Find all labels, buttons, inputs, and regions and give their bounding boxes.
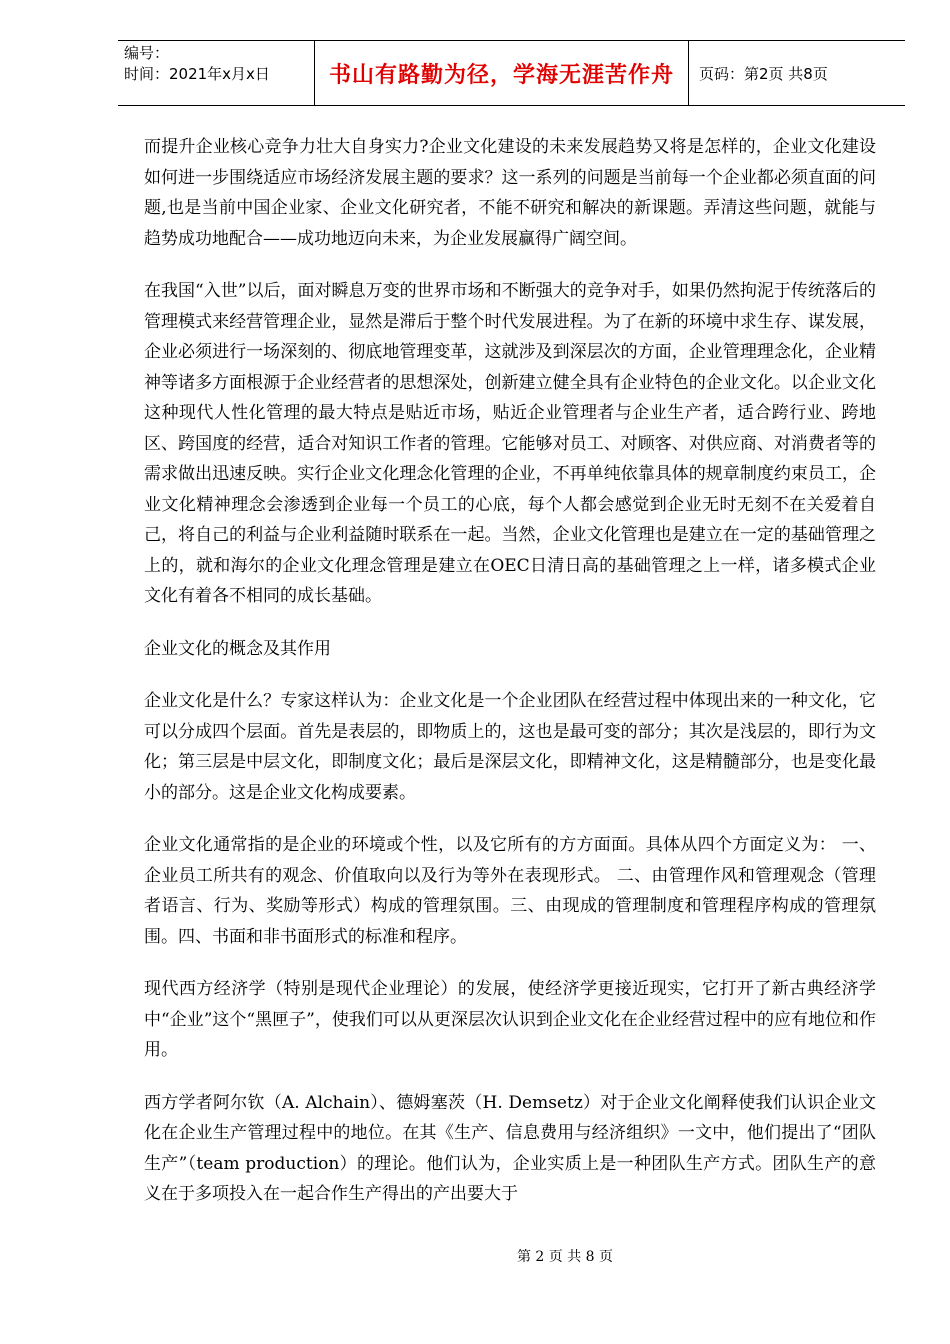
paragraph-1: 而提升企业核心竞争力壮大自身实力?企业文化建设的未来发展趋势又将是怎样的，企业文化建设如何进一步围绕适应市场经济发展主题的要求？这一系列的问题是当前每一个企业都必须直面的问题,也是当前中国企业家、企业文化研究者，不能不研究和解决的新课题。弄清这些问题，就能与趋势成功地配合——成功地迈向未来，为企业发展赢得广阔空间。 [144,137,876,249]
page-info-text: 页码：第2页 共8页 [699,64,828,83]
page-footer [0,1246,950,1266]
page-header [118,40,905,106]
footer-page-number: 第 2 页 共 8 页 [516,1249,614,1265]
paragraph-3: 企业文化是什么？专家这样认为：企业文化是一个企业团队在经营过程中体现出来的一种文化，它可以分成四个层面。首先是表层的，即物质上的，这也是最可变的部分；其次是浅层的，即行为文化；第三层是中层文化，即制度文化；最后是深层文化，即精神文化，这是精髓部分，也是变化最小的部分。这是企业文化构成要素。 [144,691,876,803]
number-label: 编号： [124,44,170,62]
header-page-info [689,41,905,105]
paragraph-6: 西方学者阿尔钦（A. Alchain）、德姆塞茨（H. Demsetz）对于企业文化阐释使我们认识企业文化在企业生产管理过程中的地位。在其《生产、信息费用与经济组织》一文中，他们提出了“团队生产”（team production）的理论。他们认为，企业实质上是一种团队生产方式。团队生产的意义在于多项投入在一起合作生产得出的产出要大于 [144,1092,876,1204]
header-motto-cell [315,41,689,105]
header-meta [118,41,315,105]
paragraph-4: 企业文化通常指的是企业的环境或个性，以及它所有的方方面面。具体从四个方面定义为： 一、企业员工所共有的观念、价值取向以及行为等外在表现形式。 二、由管理作风和管理观念（管理者语言、行为、奖励等形式）构成的管理氛围。三、由现成的管理制度和管理程序构成的管理氛围。四、书面和非书面形式的标准和程序。 [144,835,876,947]
paragraph-2: 在我国“入世”以后，面对瞬息万变的世界市场和不断强大的竞争对手，如果仍然拘泥于传统落后的管理模式来经营管理企业，显然是滞后于整个时代发展进程。为了在新的环境中求生存、谋发展，企业必须进行一场深刻的、彻底地管理变革，这就涉及到深层次的方面，企业管理理念化，企业精神等诸多方面根源于企业经营者的思想深处，创新建立健全具有企业特色的企业文化。以企业文化这种现代人性化管理的最大特点是贴近市场，贴近企业管理者与企业生产者，适合跨行业、跨地区、跨国度的经营，适合对知识工作者的管理。它能够对员工、对顾客、对供应商、对消费者等的需求做出迅速反映。实行企业文化理念化管理的企业，不再单纯依靠具体的规章制度约束员工，企业文化精神理念会渗透到企业每一个员工的心底，每个人都会感觉到企业无时无刻不在关爱着自己，将自己的利益与企业利益随时联系在一起。当然，企业文化管理也是建立在一定的基础管理之上的，就和海尔的企业文化理念管理是建立在OEC日清日高的基础管理之上一样，诸多模式企业文化有着各不相同的成长基础。 [144,281,876,606]
time-label: 时间：2021年x月x日 [124,65,270,83]
motto-text: 书山有路勤为径，学海无涯苦作舟 [328,62,674,88]
paragraph-5: 现代西方经济学（特别是现代企业理论）的发展，使经济学更接近现实，它打开了新古典经济学中“企业”这个“黑匣子”，使我们可以从更深层次认识到企业文化在企业经营过程中的应有地位和作用。 [144,979,876,1060]
section-heading: 企业文化的概念及其作用 [144,638,331,659]
document-body [144,132,876,1232]
